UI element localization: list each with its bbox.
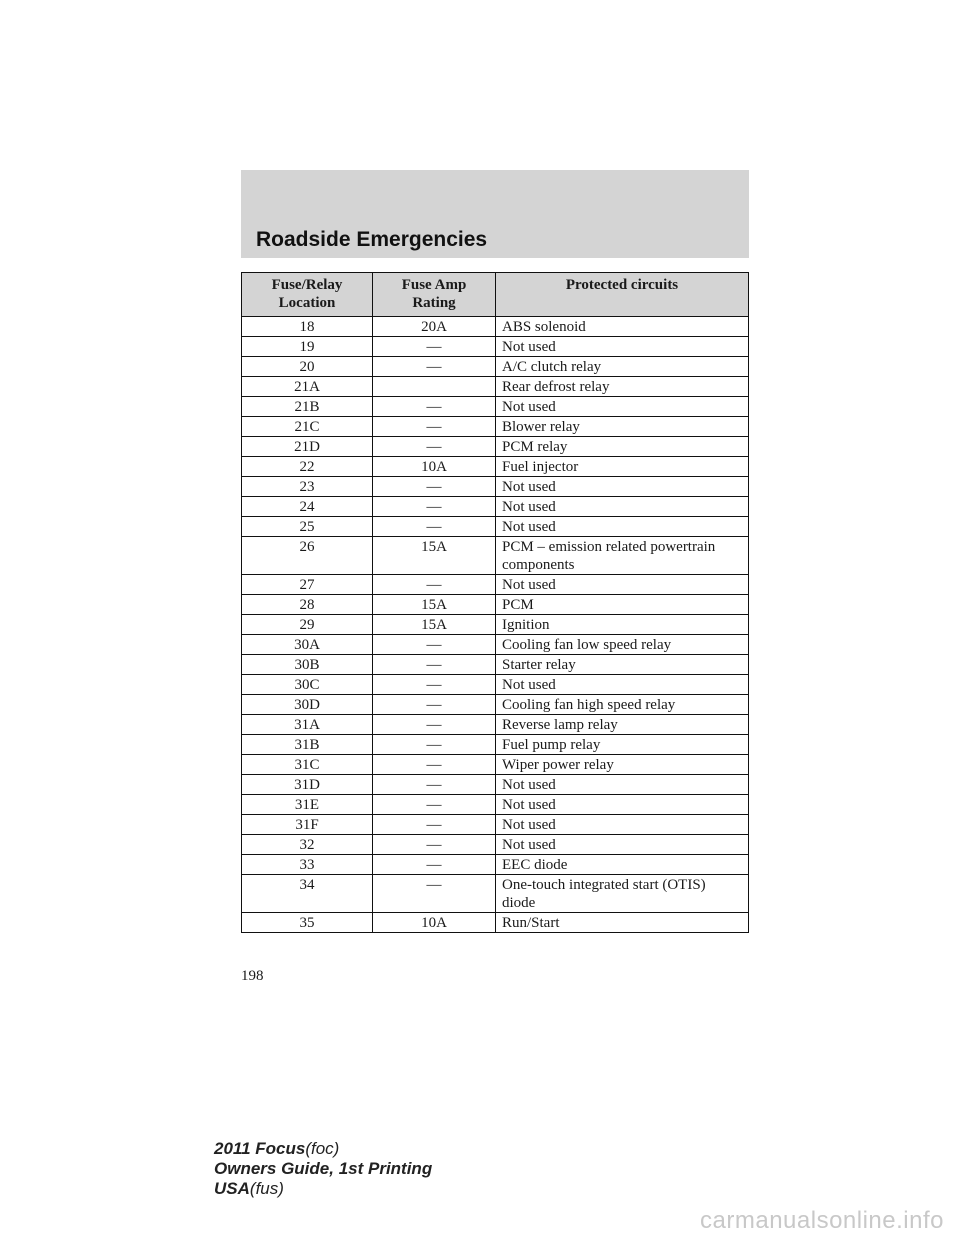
cell-circuits: Wiper power relay bbox=[496, 755, 749, 775]
cell-location: 22 bbox=[242, 457, 373, 477]
section-title: Roadside Emergencies bbox=[256, 228, 488, 251]
cell-location: 30D bbox=[242, 695, 373, 715]
cell-rating: — bbox=[373, 635, 496, 655]
table-row bbox=[242, 457, 749, 477]
table-row bbox=[242, 635, 749, 655]
cell-location: 31C bbox=[242, 755, 373, 775]
cell-circuits: Not used bbox=[496, 775, 749, 795]
cell-circuits: A/C clutch relay bbox=[496, 357, 749, 377]
cell-location: 31E bbox=[242, 795, 373, 815]
cell-circuits: Not used bbox=[496, 675, 749, 695]
table-row bbox=[242, 735, 749, 755]
cell-rating: — bbox=[373, 517, 496, 537]
cell-circuits: EEC diode bbox=[496, 855, 749, 875]
cell-rating: — bbox=[373, 337, 496, 357]
cell-rating: 15A bbox=[373, 615, 496, 635]
table-row bbox=[242, 317, 749, 337]
table-row bbox=[242, 913, 749, 933]
table-row bbox=[242, 595, 749, 615]
cell-circuits: PCM bbox=[496, 595, 749, 615]
table-row bbox=[242, 795, 749, 815]
section-header bbox=[241, 170, 749, 258]
table-row bbox=[242, 517, 749, 537]
cell-location: 19 bbox=[242, 337, 373, 357]
cell-rating bbox=[373, 377, 496, 397]
cell-location: 27 bbox=[242, 575, 373, 595]
cell-circuits: PCM – emission related powertrain components bbox=[496, 537, 749, 575]
table-row bbox=[242, 437, 749, 457]
fuse-table bbox=[241, 272, 749, 933]
cell-location: 31F bbox=[242, 815, 373, 835]
column-header-circuits: Protected circuits bbox=[496, 273, 749, 317]
cell-rating: 20A bbox=[373, 317, 496, 337]
cell-circuits: Fuel pump relay bbox=[496, 735, 749, 755]
cell-location: 29 bbox=[242, 615, 373, 635]
cell-circuits: Starter relay bbox=[496, 655, 749, 675]
cell-circuits: Cooling fan low speed relay bbox=[496, 635, 749, 655]
table-row bbox=[242, 537, 749, 575]
cell-rating: — bbox=[373, 437, 496, 457]
table-header-row bbox=[242, 273, 749, 317]
cell-circuits: Not used bbox=[496, 575, 749, 595]
table-row bbox=[242, 835, 749, 855]
cell-location: 31D bbox=[242, 775, 373, 795]
cell-location: 31A bbox=[242, 715, 373, 735]
cell-rating: — bbox=[373, 575, 496, 595]
cell-rating: — bbox=[373, 357, 496, 377]
column-header-rating: Fuse Amp Rating bbox=[373, 273, 496, 317]
table-row bbox=[242, 615, 749, 635]
cell-rating: 15A bbox=[373, 537, 496, 575]
table-row bbox=[242, 575, 749, 595]
footer-model-code: (foc) bbox=[305, 1139, 340, 1158]
cell-location: 34 bbox=[242, 875, 373, 913]
page-number: 198 bbox=[241, 968, 264, 984]
cell-rating: 15A bbox=[373, 595, 496, 615]
cell-location: 33 bbox=[242, 855, 373, 875]
cell-rating: — bbox=[373, 735, 496, 755]
cell-rating: — bbox=[373, 397, 496, 417]
cell-location: 23 bbox=[242, 477, 373, 497]
footer-guide: Owners Guide, 1st Printing bbox=[214, 1159, 433, 1178]
table-row bbox=[242, 675, 749, 695]
footer-printing-info bbox=[214, 1139, 432, 1199]
cell-location: 21D bbox=[242, 437, 373, 457]
cell-location: 30C bbox=[242, 675, 373, 695]
cell-location: 25 bbox=[242, 517, 373, 537]
table-row bbox=[242, 775, 749, 795]
cell-circuits: Not used bbox=[496, 337, 749, 357]
cell-circuits: Not used bbox=[496, 517, 749, 537]
cell-circuits: Rear defrost relay bbox=[496, 377, 749, 397]
cell-rating: — bbox=[373, 775, 496, 795]
cell-circuits: PCM relay bbox=[496, 437, 749, 457]
cell-location: 31B bbox=[242, 735, 373, 755]
cell-rating: — bbox=[373, 497, 496, 517]
footer-market-code: (fus) bbox=[249, 1179, 284, 1198]
cell-rating: — bbox=[373, 675, 496, 695]
cell-circuits: Ignition bbox=[496, 615, 749, 635]
cell-location: 21C bbox=[242, 417, 373, 437]
cell-rating: 10A bbox=[373, 913, 496, 933]
cell-location: 20 bbox=[242, 357, 373, 377]
cell-rating: — bbox=[373, 855, 496, 875]
cell-rating: — bbox=[373, 417, 496, 437]
cell-circuits: Not used bbox=[496, 795, 749, 815]
table-row bbox=[242, 377, 749, 397]
cell-location: 26 bbox=[242, 537, 373, 575]
cell-location: 21B bbox=[242, 397, 373, 417]
cell-circuits: Cooling fan high speed relay bbox=[496, 695, 749, 715]
table-row bbox=[242, 695, 749, 715]
cell-location: 18 bbox=[242, 317, 373, 337]
footer-model: 2011 Focus bbox=[214, 1139, 306, 1158]
table-row bbox=[242, 337, 749, 357]
table-row bbox=[242, 477, 749, 497]
cell-circuits: Blower relay bbox=[496, 417, 749, 437]
cell-rating: — bbox=[373, 795, 496, 815]
cell-rating: — bbox=[373, 695, 496, 715]
table-row bbox=[242, 397, 749, 417]
table-row bbox=[242, 855, 749, 875]
cell-circuits: Not used bbox=[496, 497, 749, 517]
cell-location: 32 bbox=[242, 835, 373, 855]
table-row bbox=[242, 815, 749, 835]
column-header-location: Fuse/Relay Location bbox=[242, 273, 373, 317]
cell-circuits: One-touch integrated start (OTIS) diode bbox=[496, 875, 749, 913]
cell-circuits: Not used bbox=[496, 835, 749, 855]
table-row bbox=[242, 875, 749, 913]
footer-market: USA bbox=[214, 1179, 250, 1198]
cell-rating: — bbox=[373, 875, 496, 913]
table-row bbox=[242, 755, 749, 775]
cell-rating: — bbox=[373, 755, 496, 775]
cell-location: 28 bbox=[242, 595, 373, 615]
cell-location: 35 bbox=[242, 913, 373, 933]
cell-circuits: ABS solenoid bbox=[496, 317, 749, 337]
cell-location: 21A bbox=[242, 377, 373, 397]
table-row bbox=[242, 357, 749, 377]
cell-rating: — bbox=[373, 715, 496, 735]
cell-circuits: Not used bbox=[496, 815, 749, 835]
table-row bbox=[242, 715, 749, 735]
cell-circuits: Not used bbox=[496, 397, 749, 417]
cell-circuits: Fuel injector bbox=[496, 457, 749, 477]
fuse-table-body bbox=[242, 317, 749, 933]
cell-circuits: Reverse lamp relay bbox=[496, 715, 749, 735]
cell-rating: — bbox=[373, 835, 496, 855]
table-row bbox=[242, 655, 749, 675]
cell-location: 24 bbox=[242, 497, 373, 517]
cell-rating: — bbox=[373, 655, 496, 675]
cell-location: 30B bbox=[242, 655, 373, 675]
cell-circuits: Not used bbox=[496, 477, 749, 497]
table-row bbox=[242, 497, 749, 517]
watermark: carmanualsonline.info bbox=[700, 1207, 944, 1234]
cell-location: 30A bbox=[242, 635, 373, 655]
table-row bbox=[242, 417, 749, 437]
cell-rating: 10A bbox=[373, 457, 496, 477]
cell-circuits: Run/Start bbox=[496, 913, 749, 933]
cell-rating: — bbox=[373, 477, 496, 497]
cell-rating: — bbox=[373, 815, 496, 835]
